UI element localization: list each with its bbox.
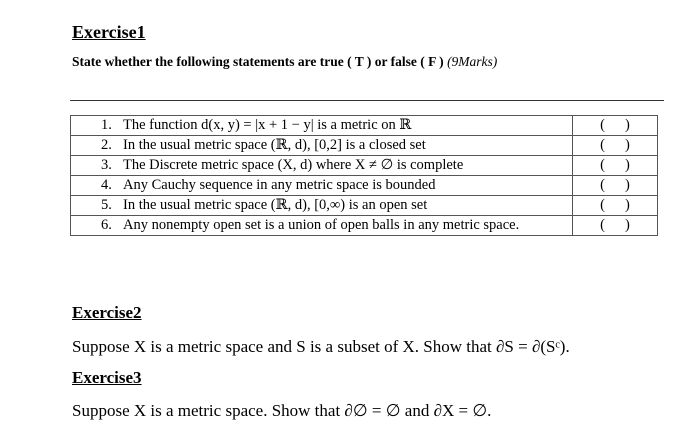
- statement-text: In the usual metric space (ℝ, d), [0,2] is a closed set: [123, 137, 426, 153]
- answer-cell[interactable]: [573, 176, 658, 196]
- table-row: [71, 196, 658, 216]
- table-row: [71, 216, 658, 236]
- answer-close-paren: ): [625, 197, 630, 213]
- table-row: [71, 116, 658, 136]
- answer-open-paren: (: [600, 137, 605, 153]
- exercise3-title: Exercise3: [72, 368, 142, 387]
- statement-number: 2.: [101, 137, 112, 153]
- exercise3-text: Suppose X is a metric space. Show that ∂∅ = ∅ and ∂X = ∅.: [72, 401, 492, 420]
- separator-line: [70, 100, 664, 101]
- answer-cell[interactable]: [573, 136, 658, 156]
- statement-number: 6.: [101, 217, 112, 233]
- exercise1-instructions: [72, 54, 497, 70]
- answer-cell[interactable]: [573, 116, 658, 136]
- answer-open-paren: (: [600, 217, 605, 233]
- statement-number: 3.: [101, 157, 112, 173]
- statement-number: 5.: [101, 197, 112, 213]
- true-false-table: [70, 115, 658, 236]
- answer-cell[interactable]: [573, 156, 658, 176]
- instruction-text: State whether the following statements are true ( T ) or false ( F ): [72, 54, 444, 69]
- statement-text: In the usual metric space (ℝ, d), [0,∞) is an open set: [123, 197, 428, 213]
- answer-cell[interactable]: [573, 196, 658, 216]
- answer-open-paren: (: [600, 117, 605, 133]
- marks-text: (9Marks): [447, 54, 498, 69]
- answer-close-paren: ): [625, 157, 630, 173]
- statement-number: 4.: [101, 177, 112, 193]
- table-row: [71, 176, 658, 196]
- answer-open-paren: (: [600, 177, 605, 193]
- statement-cell: [71, 216, 573, 236]
- exercise1-title: Exercise1: [72, 22, 146, 42]
- statement-text: The function d(x, y) = |x + 1 − y| is a metric on ℝ: [123, 117, 412, 133]
- statement-cell: [71, 136, 573, 156]
- exercise2-title: Exercise2: [72, 303, 142, 322]
- statement-text: Any nonempty open set is a union of open balls in any metric space.: [123, 217, 520, 233]
- statement-text: Any Cauchy sequence in any metric space is bounded: [123, 177, 436, 193]
- answer-open-paren: (: [600, 157, 605, 173]
- answer-close-paren: ): [625, 177, 630, 193]
- statement-text: The Discrete metric space (X, d) where X ≠ ∅ is complete: [123, 157, 464, 173]
- statement-cell: [71, 196, 573, 216]
- answer-cell[interactable]: [573, 216, 658, 236]
- answer-close-paren: ): [625, 217, 630, 233]
- answer-open-paren: (: [600, 197, 605, 213]
- answer-close-paren: ): [625, 137, 630, 153]
- statement-cell: [71, 176, 573, 196]
- answer-close-paren: ): [625, 117, 630, 133]
- statement-number: 1.: [101, 117, 112, 133]
- exercise2-text: Suppose X is a metric space and S is a subset of X. Show that ∂S = ∂(Sᶜ).: [72, 337, 570, 356]
- statement-cell: [71, 156, 573, 176]
- table-row: [71, 156, 658, 176]
- statement-cell: [71, 116, 573, 136]
- table-row: [71, 136, 658, 156]
